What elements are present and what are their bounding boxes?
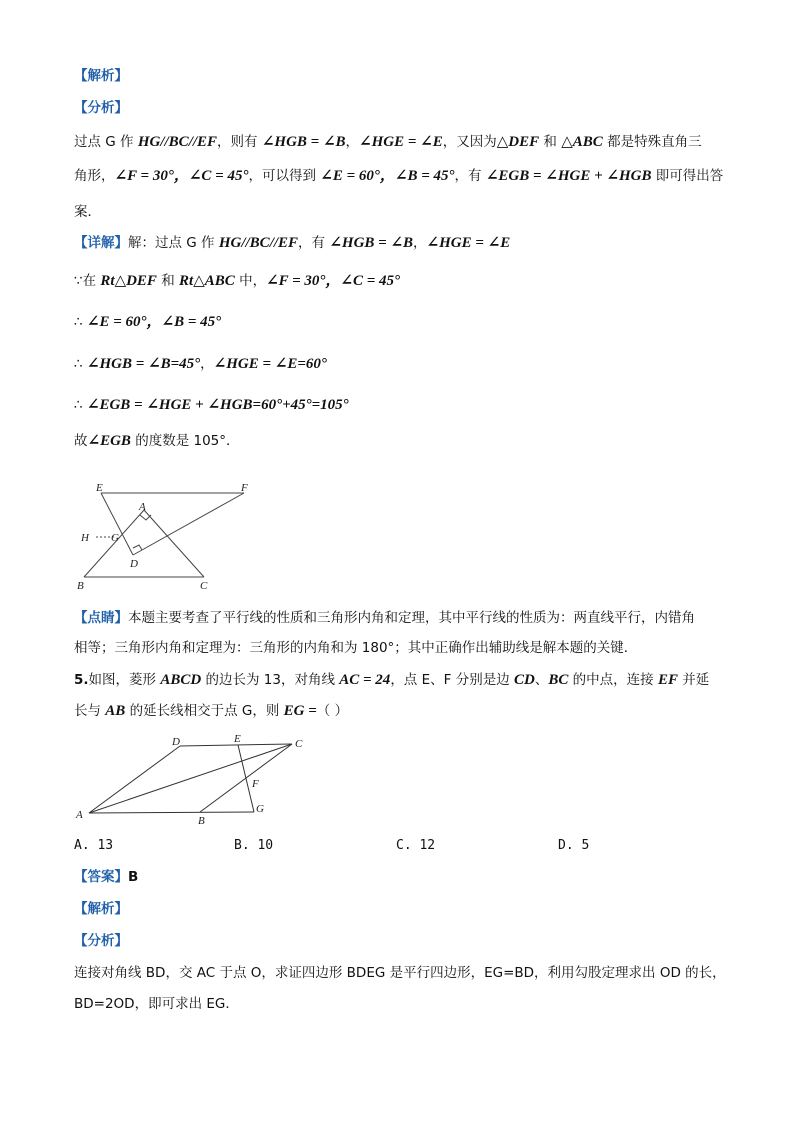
label-G: G [256, 803, 264, 815]
label-A: A [139, 501, 146, 513]
q5-analysis-heading: 【解析】 [74, 901, 128, 917]
label-B: B [77, 580, 84, 592]
label-C: C [200, 580, 208, 592]
option-b: B. 10 [234, 838, 274, 853]
line-AD [89, 746, 180, 813]
label-F: F [241, 482, 248, 494]
label-A: A [76, 809, 83, 821]
analysis-heading: 【解析】 [74, 68, 128, 84]
label-C: C [295, 738, 303, 750]
label-E: E [234, 733, 241, 745]
reasoning-line-1: 过点 G 作 HG//BC//EF，则有 ∠HGB = ∠B，∠HGE = ∠E，又因为△DEF 和 △ABC 都是特殊直角三 [74, 134, 702, 150]
line-AB [89, 812, 254, 813]
label-G: G [111, 532, 119, 544]
key-point-line-2: 相等；三角形内角和定理为：三角形的内角和为 180°；其中正确作出辅助线是解本题的关键． [74, 640, 638, 656]
label-D: D [172, 736, 180, 748]
label-H: H [81, 532, 89, 544]
reasoning-line-2: 角形，∠F = 30°，∠C = 45°，可以得到 ∠E = 60°，∠B = 45°，有 ∠EGB = ∠HGE + ∠HGB 即可得出答 [74, 168, 724, 184]
detail-line-1: 【详解】解：过点 G 作 HG//BC//EF，有 ∠HGB = ∠B，∠HGE = ∠E [74, 235, 511, 251]
detail-line-2: ∵在 Rt△DEF 和 Rt△ABC 中，∠F = 30°，∠C = 45° [74, 273, 401, 289]
q5-reasoning-heading: 【分析】 [74, 933, 128, 949]
option-a: A. 13 [74, 838, 114, 853]
label-D: D [130, 558, 138, 570]
answer-line: 【答案】B [74, 869, 139, 885]
label-E: E [96, 482, 103, 494]
detail-line-4: ∴ ∠HGB = ∠B=45°，∠HGE = ∠E=60° [74, 356, 327, 372]
detail-line-5: ∴ ∠EGB = ∠HGE + ∠HGB=60°+45°=105° [74, 397, 349, 413]
detail-line-3: ∴ ∠E = 60°，∠B = 45° [74, 314, 222, 330]
reasoning-heading: 【分析】 [74, 100, 128, 116]
question-5-line-1: 5.如图，菱形 ABCD 的边长为 13，对角线 AC = 24，点 E、F 分别是边 CD、BC 的中点，连接 EF 并延 [74, 672, 710, 688]
reasoning-line-3: 案． [74, 204, 101, 220]
label-F: F [252, 778, 259, 790]
question-5-line-2: 长与 AB 的延长线相交于点 G，则 EG =（ ） [74, 703, 349, 719]
detail-conclusion: 故∠EGB 的度数是 105°． [74, 433, 240, 449]
q5-reasoning-line-2: BD=2OD，即可求出 EG． [74, 996, 239, 1012]
option-c: C. 12 [396, 838, 436, 853]
q5-reasoning-line-1: 连接对角线 BD，交 AC 于点 O，求证四边形 BDEG 是平行四边形，EG=BD，利用勾股定理求出 OD 的长， [74, 965, 726, 981]
option-d: D. 5 [558, 838, 590, 853]
label-B: B [198, 815, 205, 827]
key-point-line-1: 【点睛】本题主要考查了平行线的性质和三角形内角和定理，其中平行线的性质为：两直线平行，内错角 [74, 610, 695, 626]
